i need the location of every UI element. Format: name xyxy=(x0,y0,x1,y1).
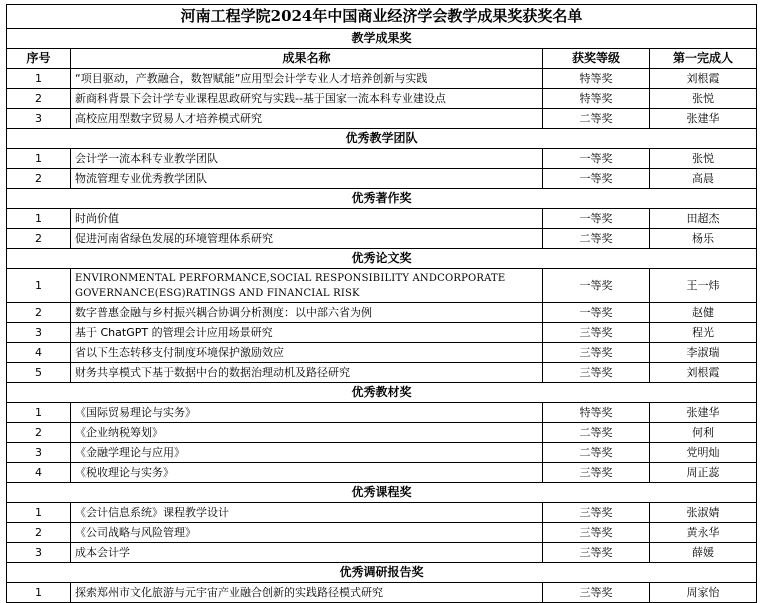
achievement-name: 数字普惠金融与乡村振兴耦合协调分析测度：以中部六省为例 xyxy=(71,303,543,323)
row-index: 2 xyxy=(7,89,71,109)
achievement-name: 成本会计学 xyxy=(71,543,543,563)
section-header-row xyxy=(7,383,757,403)
achievement-name: 《税收理论与实务》 xyxy=(71,463,543,483)
table-row xyxy=(7,583,757,603)
row-index: 2 xyxy=(7,169,71,189)
award-level: 三等奖 xyxy=(543,463,650,483)
table-row xyxy=(7,69,757,89)
section-title: 优秀论文奖 xyxy=(7,249,757,269)
award-level: 二等奖 xyxy=(543,423,650,443)
table-row xyxy=(7,209,757,229)
table-row xyxy=(7,503,757,523)
first-author: 张建华 xyxy=(650,403,757,423)
row-index: 4 xyxy=(7,343,71,363)
row-index: 2 xyxy=(7,423,71,443)
row-index: 2 xyxy=(7,229,71,249)
table-row xyxy=(7,89,757,109)
row-index: 3 xyxy=(7,543,71,563)
first-author: 张悦 xyxy=(650,89,757,109)
achievement-name: 财务共享模式下基于数据中台的数据治理动机及路径研究 xyxy=(71,363,543,383)
row-index: 3 xyxy=(7,443,71,463)
achievement-name: 《企业纳税筹划》 xyxy=(71,423,543,443)
achievement-name: 《国际贸易理论与实务》 xyxy=(71,403,543,423)
table-row xyxy=(7,543,757,563)
award-level: 三等奖 xyxy=(543,323,650,343)
first-author: 刘根霞 xyxy=(650,363,757,383)
row-index: 3 xyxy=(7,109,71,129)
award-level: 一等奖 xyxy=(543,149,650,169)
award-level: 一等奖 xyxy=(543,209,650,229)
award-level: 特等奖 xyxy=(543,89,650,109)
achievement-name: 探索郑州市文化旅游与元宇宙产业融合创新的实践路径模式研究 xyxy=(71,583,543,603)
row-index: 2 xyxy=(7,523,71,543)
award-level: 二等奖 xyxy=(543,109,650,129)
achievement-name: 基于 ChatGPT 的管理会计应用场景研究 xyxy=(71,323,543,343)
section-header-row xyxy=(7,563,757,583)
achievement-name: 时尚价值 xyxy=(71,209,543,229)
first-author: 杨乐 xyxy=(650,229,757,249)
header-level: 获奖等级 xyxy=(543,49,650,69)
first-author: 王一炜 xyxy=(650,269,757,303)
first-author: 赵健 xyxy=(650,303,757,323)
header-name: 成果名称 xyxy=(71,49,543,69)
section-header-row xyxy=(7,189,757,209)
award-level: 特等奖 xyxy=(543,403,650,423)
award-level: 三等奖 xyxy=(543,583,650,603)
award-level: 一等奖 xyxy=(543,269,650,303)
first-author: 程光 xyxy=(650,323,757,343)
first-author: 田超杰 xyxy=(650,209,757,229)
row-index: 3 xyxy=(7,323,71,343)
row-index: 5 xyxy=(7,363,71,383)
row-index: 2 xyxy=(7,303,71,323)
first-author: 张淑婧 xyxy=(650,503,757,523)
title-row xyxy=(7,5,757,29)
award-level: 特等奖 xyxy=(543,69,650,89)
award-level: 三等奖 xyxy=(543,543,650,563)
first-author: 张悦 xyxy=(650,149,757,169)
achievement-name: 高校应用型数字贸易人才培养模式研究 xyxy=(71,109,543,129)
achievement-name: 会计学一流本科专业教学团队 xyxy=(71,149,543,169)
table-row xyxy=(7,269,757,303)
table-row xyxy=(7,109,757,129)
award-level: 三等奖 xyxy=(543,503,650,523)
header-index: 序号 xyxy=(7,49,71,69)
table-row xyxy=(7,443,757,463)
section-header-row xyxy=(7,129,757,149)
first-author: 高晨 xyxy=(650,169,757,189)
achievement-name: 新商科背景下会计学专业课程思政研究与实践--基于国家一流本科专业建设点 xyxy=(71,89,543,109)
award-level: 一等奖 xyxy=(543,303,650,323)
section-title: 教学成果奖 xyxy=(7,29,757,49)
table-row xyxy=(7,463,757,483)
table-row xyxy=(7,363,757,383)
award-list-sheet xyxy=(6,4,756,603)
first-author: 周正蕊 xyxy=(650,463,757,483)
row-index: 1 xyxy=(7,269,71,303)
section-title: 优秀调研报告奖 xyxy=(7,563,757,583)
section-title: 优秀著作奖 xyxy=(7,189,757,209)
first-author: 党明灿 xyxy=(650,443,757,463)
table-row xyxy=(7,323,757,343)
section-title: 优秀教学团队 xyxy=(7,129,757,149)
award-level: 三等奖 xyxy=(543,523,650,543)
row-index: 1 xyxy=(7,149,71,169)
page-title: 河南工程学院2024年中国商业经济学会教学成果奖获奖名单 xyxy=(7,5,757,29)
section-title: 优秀课程奖 xyxy=(7,483,757,503)
first-author: 张建华 xyxy=(650,109,757,129)
section-title: 优秀教材奖 xyxy=(7,383,757,403)
row-index: 1 xyxy=(7,503,71,523)
column-header-row xyxy=(7,49,757,69)
row-index: 1 xyxy=(7,583,71,603)
table-row xyxy=(7,403,757,423)
award-level: 二等奖 xyxy=(543,443,650,463)
header-person: 第一完成人 xyxy=(650,49,757,69)
row-index: 1 xyxy=(7,209,71,229)
achievement-name: 省以下生态转移支付制度环境保护激励效应 xyxy=(71,343,543,363)
achievement-name: 物流管理专业优秀教学团队 xyxy=(71,169,543,189)
first-author: 刘根霞 xyxy=(650,69,757,89)
award-table xyxy=(6,4,757,603)
achievement-name: 《公司战略与风险管理》 xyxy=(71,523,543,543)
row-index: 4 xyxy=(7,463,71,483)
section-header-row xyxy=(7,249,757,269)
achievement-name: 《会计信息系统》课程教学设计 xyxy=(71,503,543,523)
row-index: 1 xyxy=(7,403,71,423)
first-author: 周家怡 xyxy=(650,583,757,603)
table-row xyxy=(7,169,757,189)
achievement-name: “项目驱动，产教融合，数智赋能”应用型会计学专业人才培养创新与实践 xyxy=(71,69,543,89)
table-row xyxy=(7,149,757,169)
table-row xyxy=(7,343,757,363)
section-header-row xyxy=(7,29,757,49)
first-author: 何利 xyxy=(650,423,757,443)
first-author: 李淑瑞 xyxy=(650,343,757,363)
first-author: 黄永华 xyxy=(650,523,757,543)
table-row xyxy=(7,523,757,543)
achievement-name: ENVIRONMENTAL PERFORMANCE,SOCIAL RESPONSIBILITY ANDCORPORATE GOVERNANCE(ESG)RATINGS AND FINANCIAL RISK xyxy=(71,269,543,303)
achievement-name: 《金融学理论与应用》 xyxy=(71,443,543,463)
award-level: 二等奖 xyxy=(543,229,650,249)
achievement-name: 促进河南省绿色发展的环境管理体系研究 xyxy=(71,229,543,249)
award-level: 三等奖 xyxy=(543,363,650,383)
first-author: 薛媛 xyxy=(650,543,757,563)
table-row xyxy=(7,303,757,323)
table-row xyxy=(7,423,757,443)
section-header-row xyxy=(7,483,757,503)
row-index: 1 xyxy=(7,69,71,89)
award-level: 三等奖 xyxy=(543,343,650,363)
table-row xyxy=(7,229,757,249)
award-level: 一等奖 xyxy=(543,169,650,189)
